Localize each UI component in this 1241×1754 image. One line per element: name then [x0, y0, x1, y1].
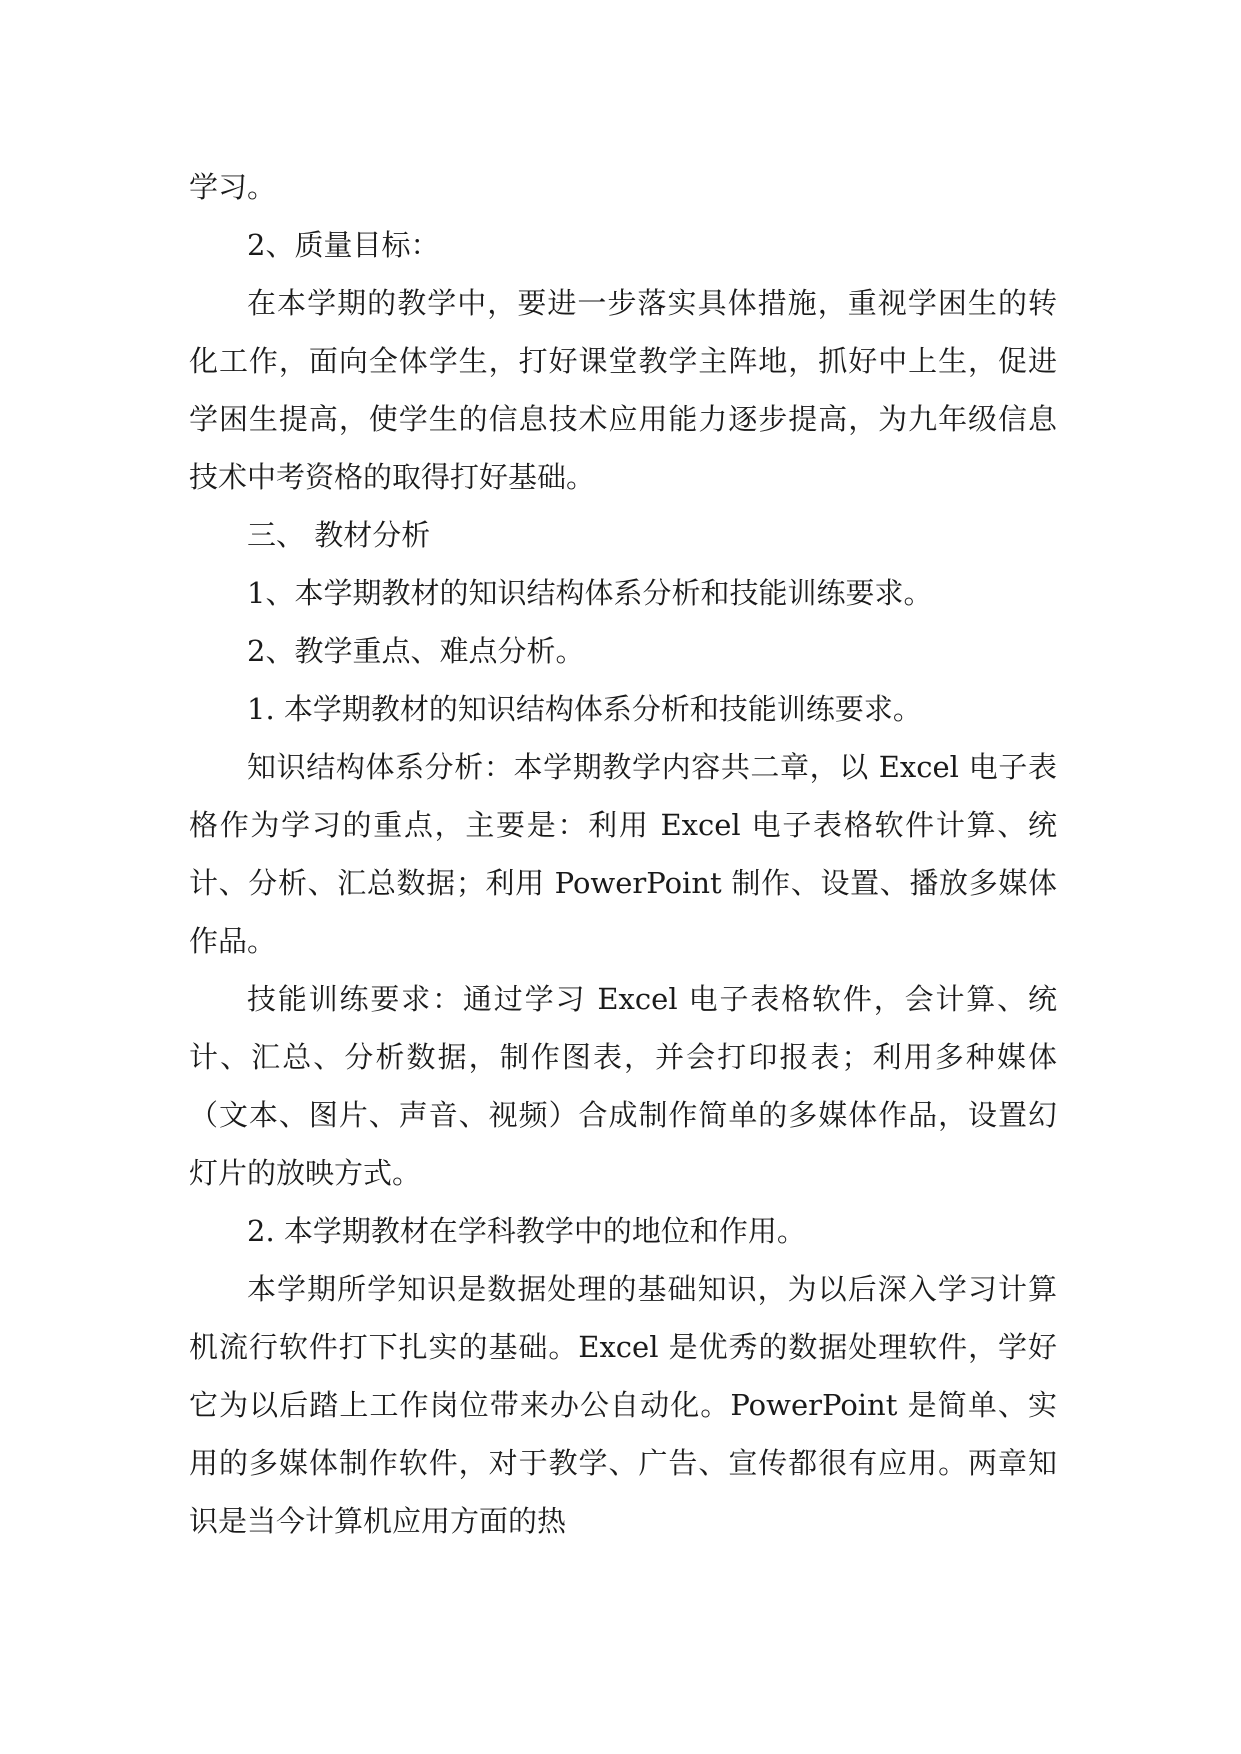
- paragraph-7: 1. 本学期教材的知识结构体系分析和技能训练要求。: [247, 692, 922, 726]
- paragraph-5: 1、本学期教材的知识结构体系分析和技能训练要求。: [247, 576, 933, 610]
- paragraph-6: 2、教学重点、难点分析。: [247, 634, 585, 668]
- paragraph-4-heading: 三、 教材分析: [247, 518, 431, 552]
- paragraph-8: 知识结构体系分析：本学期教学内容共二章，以 Excel 电子表格作为学习的重点，主要是：利用 Excel 电子表格软件计算、统计、分析、汇总数据；利用 PowerPoint 制作、设置、播放多媒体作品。: [189, 750, 1057, 958]
- paragraph-1: 学习。: [189, 170, 277, 204]
- paragraph-3: 在本学期的教学中，要进一步落实具体措施，重视学困生的转化工作，面向全体学生，打好课堂教学主阵地，抓好中上生，促进学困生提高，使学生的信息技术应用能力逐步提高，为九年级信息技术中考资格的取得打好基础。: [189, 286, 1057, 494]
- paragraph-2-heading: 2、质量目标：: [247, 228, 440, 262]
- document-body: [189, 158, 1057, 1550]
- paragraph-10: 2. 本学期教材在学科教学中的地位和作用。: [247, 1214, 806, 1248]
- paragraph-11: 本学期所学知识是数据处理的基础知识，为以后深入学习计算机流行软件打下扎实的基础。Excel 是优秀的数据处理软件，学好它为以后踏上工作岗位带来办公自动化。PowerPoint 是简单、实用的多媒体制作软件，对于教学、广告、宣传都很有应用。两章知识是当今计算机应用方面的热: [189, 1272, 1057, 1538]
- paragraph-9: 技能训练要求：通过学习 Excel 电子表格软件，会计算、统计、汇总、分析数据，制作图表，并会打印报表；利用多种媒体（文本、图片、声音、视频）合成制作简单的多媒体作品，设置幻灯片的放映方式。: [189, 982, 1057, 1190]
